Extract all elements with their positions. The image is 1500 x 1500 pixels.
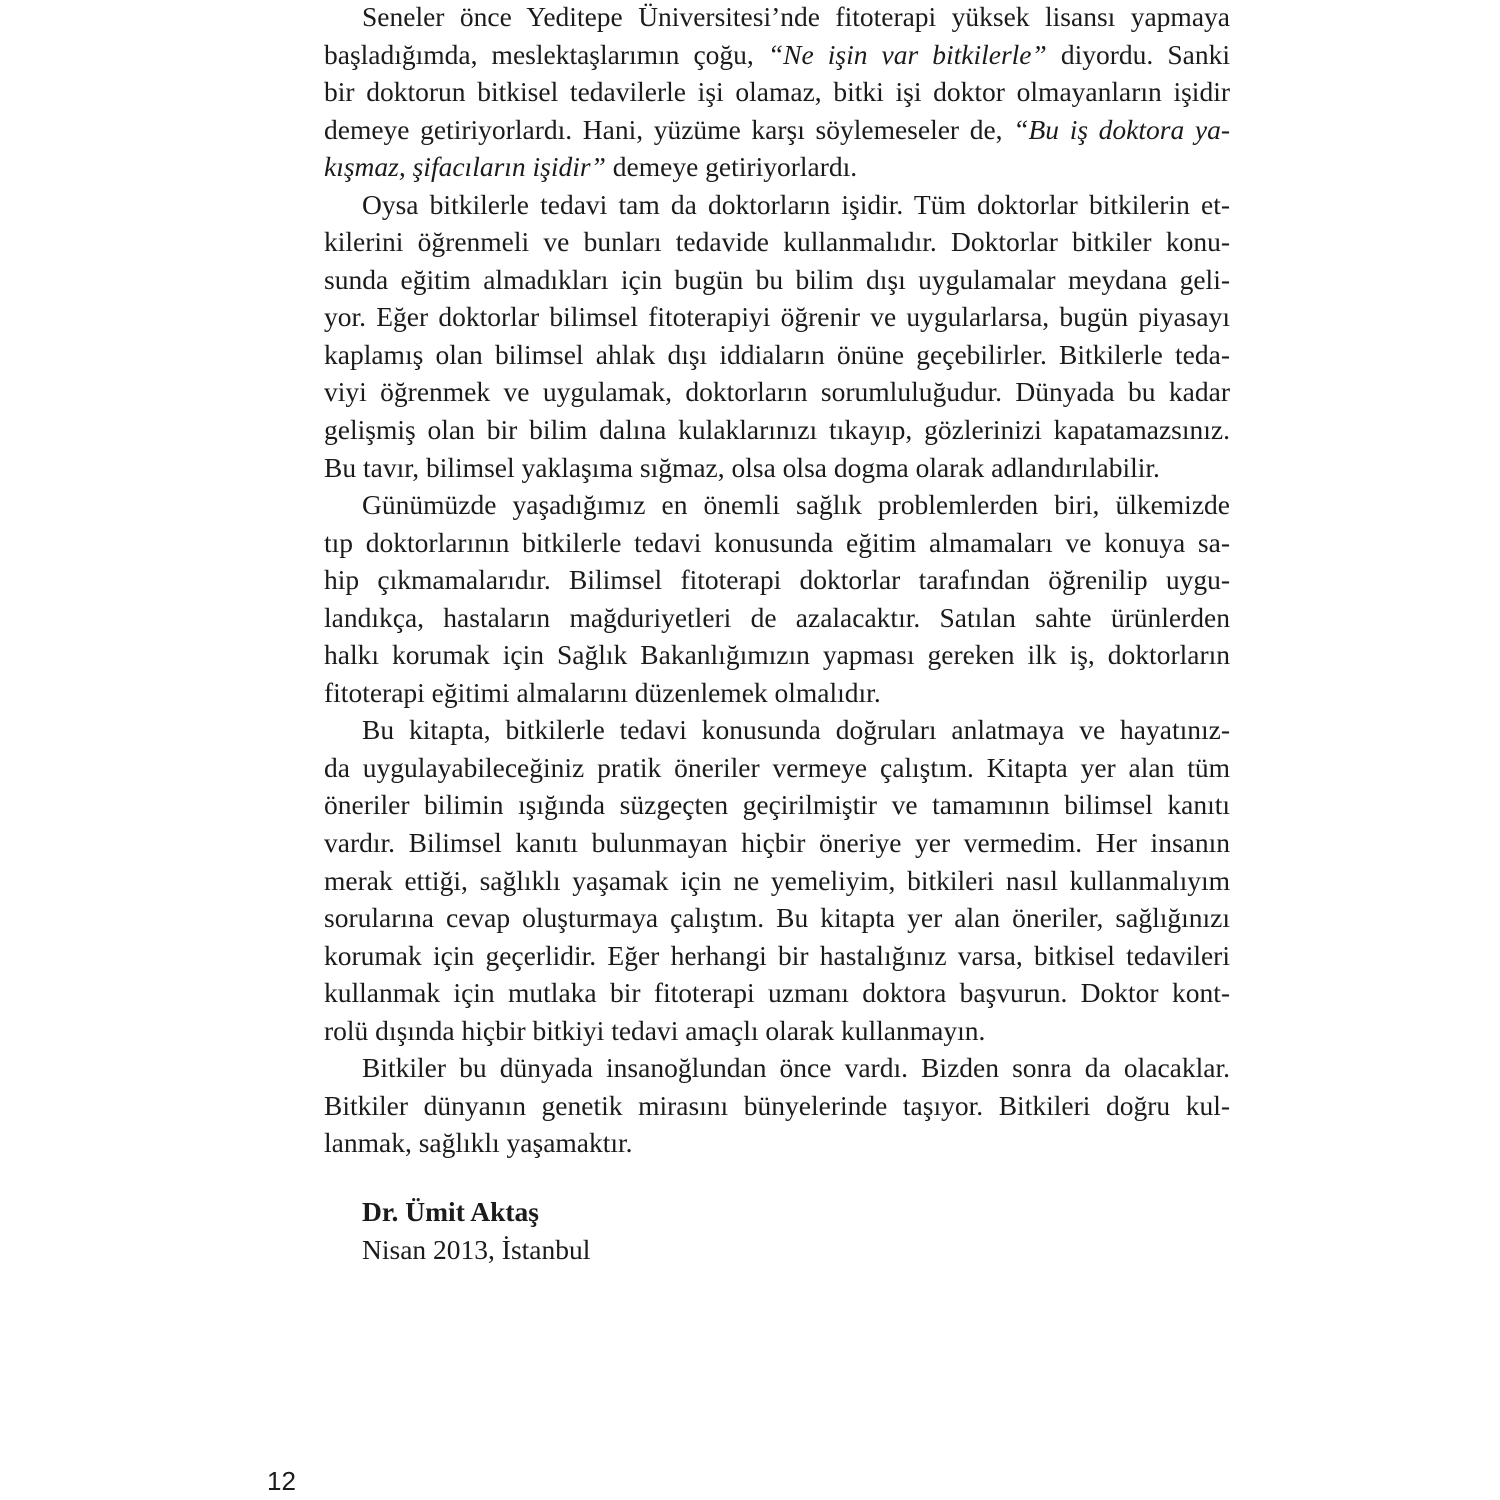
body-text: korumak için geçerlidir. Eğer herhangi bir hastalığınız varsa, bitkisel tedavileri (324, 939, 1230, 971)
paragraph (324, 186, 1230, 486)
body-text: tıp doktorlarının bitkilerle tedavi konusunda eğitim almamaları ve konuya sa- (324, 526, 1230, 558)
body-text: Bu tavır, bilimsel yaklaşıma sığmaz, olsa olsa dogma olarak adlandırılabilir. (324, 451, 1160, 483)
body-text: başladığımda, meslektaşlarımın çoğu, (324, 38, 768, 70)
body-text: landıkça, hastaların mağduriyetleri de azalacaktır. Satılan sahte ürünlerden (324, 601, 1230, 633)
body-text: öneriler bilimin ışığında süzgeçten geçirilmiştir ve tamamının bilimsel kanıtı (324, 789, 1230, 821)
body-text: sorularına cevap oluşturmaya çalıştım. Bu kitapta yer alan öneriler, sağlığınızı (324, 902, 1230, 934)
body-text: diyordu. Sanki (1046, 38, 1230, 70)
text-line (324, 486, 1230, 524)
body-text: fitoterapi eğitimi almalarını düzenlemek olmalıdır. (324, 676, 881, 708)
body-text: kullanmak için mutlaka bir fitoterapi uzmanı doktora başvurun. Doktor kont- (324, 977, 1230, 1009)
body-text: kilerini öğrenmeli ve bunları tedavide kullanmalıdır. Doktorlar bitkiler konu- (324, 226, 1230, 258)
paragraph (324, 711, 1230, 1049)
text-line (324, 449, 1230, 487)
text-line (324, 261, 1230, 299)
author-name: Dr. Ümit Aktaş (362, 1195, 539, 1227)
italic-quote-text: kışmaz, şifacıların işidir” (324, 151, 606, 183)
text-line (324, 148, 1230, 186)
body-text: rolü dışında hiçbir bitkiyi tedavi amaçlı olarak kullanmayın. (324, 1014, 986, 1046)
text-line (324, 223, 1230, 261)
paragraph (324, 486, 1230, 711)
text-line (324, 524, 1230, 562)
signature-date-place: Nisan 2013, İstanbul (362, 1233, 591, 1265)
italic-quote-text: “Bu iş doktora ya- (1013, 113, 1230, 145)
text-line (324, 974, 1230, 1012)
body-text: halkı korumak için Sağlık Bakanlığımızın yapması gereken ilk iş, doktorların (324, 639, 1230, 671)
text-line (324, 298, 1230, 336)
text-line (324, 186, 1230, 224)
paragraph (324, 0, 1230, 186)
body-text: bir doktorun bitkisel tedavilerle işi olamaz, bitki işi doktor olmayanların işidir (324, 76, 1230, 108)
text-line (324, 336, 1230, 374)
body-text: Oysa bitkilerle tedavi tam da doktorların işidir. Tüm doktorlar bitkilerin et- (362, 188, 1230, 220)
body-text: Bitkiler bu dünyada insanoğlundan önce vardı. Bizden sonra da olacaklar. (362, 1052, 1230, 1084)
text-line (324, 561, 1230, 599)
body-text: Seneler önce Yeditepe Üniversitesi’nde fitoterapi yüksek lisansı yapmaya (362, 1, 1230, 32)
body-text: demeye getiriyorlardı. Hani, yüzüme karşı söylemeseler de, (324, 113, 1014, 145)
body-text: lanmak, sağlıklı yaşamaktır. (324, 1127, 633, 1159)
text-line (324, 824, 1230, 862)
text-line (324, 1087, 1230, 1125)
italic-quote-text: “Ne işin var bitkilerle” (767, 38, 1047, 70)
text-line (324, 373, 1230, 411)
text-line (324, 1049, 1230, 1087)
text-line (324, 111, 1230, 149)
text-line (324, 862, 1230, 900)
body-text: hip çıkmamalarıdır. Bilimsel fitoterapi doktorlar tarafından öğrenilip uygu- (324, 564, 1230, 596)
body-text: viyi öğrenmek ve uygulamak, doktorların sorumluluğudur. Dünyada bu kadar (324, 376, 1230, 408)
paragraphs-container (324, 0, 1230, 1162)
body-text: Günümüzde yaşadığımız en önemli sağlık problemlerden biri, ülkemizde (362, 489, 1230, 521)
text-line (324, 411, 1230, 449)
text-line (324, 786, 1230, 824)
text-line (324, 636, 1230, 674)
body-text: kaplamış olan bilimsel ahlak dışı iddiaların önüne geçebilirler. Bitkilerle teda- (324, 338, 1230, 370)
text-line (324, 599, 1230, 637)
text-line (324, 1124, 1230, 1162)
body-text: Bitkiler dünyanın genetik mirasını bünyelerinde taşıyor. Bitkileri doğru kul- (324, 1089, 1230, 1121)
body-text: da uygulayabileceğiniz pratik öneriler vermeye çalıştım. Kitapta yer alan tüm (324, 751, 1230, 783)
page-number: 12 (267, 1466, 296, 1496)
body-text: gelişmiş olan bir bilim dalına kulaklarınızı tıkayıp, gözlerinizi kapatamazsınız. (324, 414, 1230, 446)
text-line (324, 36, 1230, 74)
text-line (324, 937, 1230, 975)
text-line (324, 674, 1230, 712)
page-text (324, 0, 1230, 1268)
body-text: merak ettiği, sağlıklı yaşamak için ne yemeliyim, bitkileri nasıl kullanmalıyım (324, 864, 1230, 896)
text-line (324, 899, 1230, 937)
body-text: yor. Eğer doktorlar bilimsel fitoterapiyi öğrenir ve uygularlarsa, bugün piyasayı (324, 301, 1230, 333)
paragraph (324, 1049, 1230, 1162)
body-text: vardır. Bilimsel kanıtı bulunmayan hiçbir öneriye yer vermedim. Her insanın (324, 827, 1230, 859)
body-text: Bu kitapta, bitkilerle tedavi konusunda doğruları anlatmaya ve hayatınız- (362, 714, 1230, 746)
text-line (324, 73, 1230, 111)
body-text: sunda eğitim almadıkları için bugün bu bilim dışı uygulamalar meydana geli- (324, 263, 1230, 295)
text-line (324, 0, 1230, 36)
text-line (324, 711, 1230, 749)
text-line (324, 749, 1230, 787)
body-text: demeye getiriyorlardı. (605, 151, 858, 183)
text-line (324, 1012, 1230, 1050)
signature-block (324, 1193, 1230, 1268)
